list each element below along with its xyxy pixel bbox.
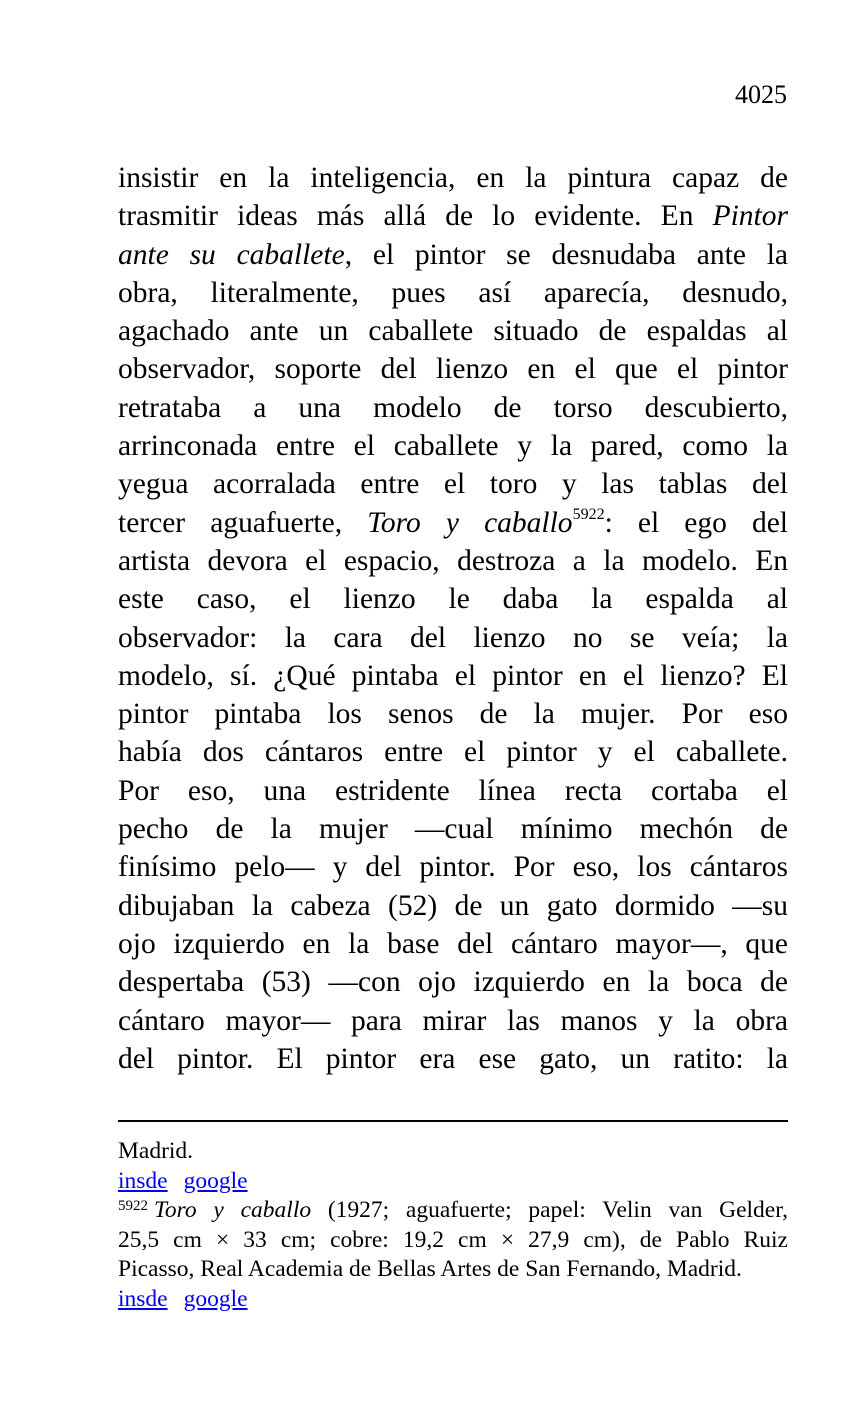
body-line: obra, literalmente, pues así aparecía, desnudo,: [118, 276, 788, 309]
footnote-number: 5922: [118, 1198, 148, 1214]
footnote-work-title: Toro y caballo: [154, 1197, 312, 1223]
footnotes: [118, 1137, 788, 1314]
footnote-line-1-text: (1927; aguafuerte; papel: Velin van Gelder,: [311, 1197, 788, 1223]
body-line: agachado ante un caballete situado de espaldas al: [118, 315, 788, 348]
footnote-links: [118, 1285, 788, 1315]
body-line: había dos cántaros entre el pintor y el caballete.: [118, 736, 788, 769]
google-link[interactable]: google: [183, 1167, 248, 1194]
body-line: finísimo pelo— y del pintor. Por eso, los cántaros: [118, 851, 788, 884]
body-line: pecho de la mujer —cual mínimo mechón de: [118, 813, 788, 846]
body-line: este caso, el lienzo le daba la espalda al: [118, 583, 788, 616]
italic-title: Pintor: [712, 200, 788, 233]
body-line: cántaro mayor— para mirar las manos y la obra: [118, 1004, 788, 1037]
body-line: modelo, sí. ¿Qué pintaba el pintor en el lienzo? El: [118, 659, 788, 692]
footnote-separator: [118, 1120, 788, 1122]
body-line: observador: la cara del lienzo no se veía; la: [118, 621, 788, 654]
body-line: ante su caballete, el pintor se desnudaba ante la: [118, 238, 789, 271]
body-line: retrataba a una modelo de torso descubierto,: [118, 391, 788, 424]
body-line: pintor pintaba los senos de la mujer. Por eso: [118, 698, 788, 731]
footnote-5922-line-1: [118, 1196, 788, 1226]
body-line: Por eso, una estridente línea recta cortaba el: [118, 774, 788, 807]
insde-link[interactable]: insde: [118, 1167, 168, 1194]
body-line: observador, soporte del lienzo en el que el pintor: [118, 353, 788, 386]
body-line: despertaba (53) —con ojo izquierdo en la boca de: [118, 966, 788, 999]
italic-title: ante su caballete: [118, 238, 345, 271]
footnote-5922-line-3: Picasso, Real Academia de Bellas Artes de San Fernando, Madrid.: [118, 1256, 742, 1282]
body-line: arrinconada entre el caballete y la pared, como la: [118, 430, 788, 463]
body-line: dibujaban la cabeza (52) de un gato dormido —su: [118, 889, 788, 922]
body-text: [118, 159, 788, 1078]
italic-title: Toro y caballo: [367, 506, 573, 539]
body-line: del pintor. El pintor era ese gato, un ratito: la: [118, 1042, 788, 1075]
body-line: yegua acorralada entre el toro y las tablas del: [118, 468, 788, 501]
page-number: 4025: [735, 80, 787, 109]
insde-link[interactable]: insde: [118, 1285, 168, 1312]
footnote-5922-line-2: 25,5 cm × 33 cm; cobre: 19,2 cm × 27,9 cm), de Pablo Ruiz: [118, 1226, 788, 1253]
body-line: trasmitir ideas más allá de lo evidente. En Pintor: [118, 200, 788, 233]
footnote-continuation: Madrid.: [118, 1138, 194, 1164]
google-link[interactable]: google: [183, 1285, 248, 1312]
body-line: artista devora el espacio, destroza a la modelo. En: [118, 544, 788, 577]
body-line: insistir en la inteligencia, en la pintura capaz de: [118, 162, 788, 194]
footnote-reference[interactable]: 5922: [572, 505, 605, 523]
body-line: ojo izquierdo en la base del cántaro mayor—, que: [118, 927, 788, 960]
body-line: tercer aguafuerte, Toro y caballo$^{5922}$: el ego del: [118, 505, 788, 539]
footnote-links-prev: [118, 1167, 788, 1197]
